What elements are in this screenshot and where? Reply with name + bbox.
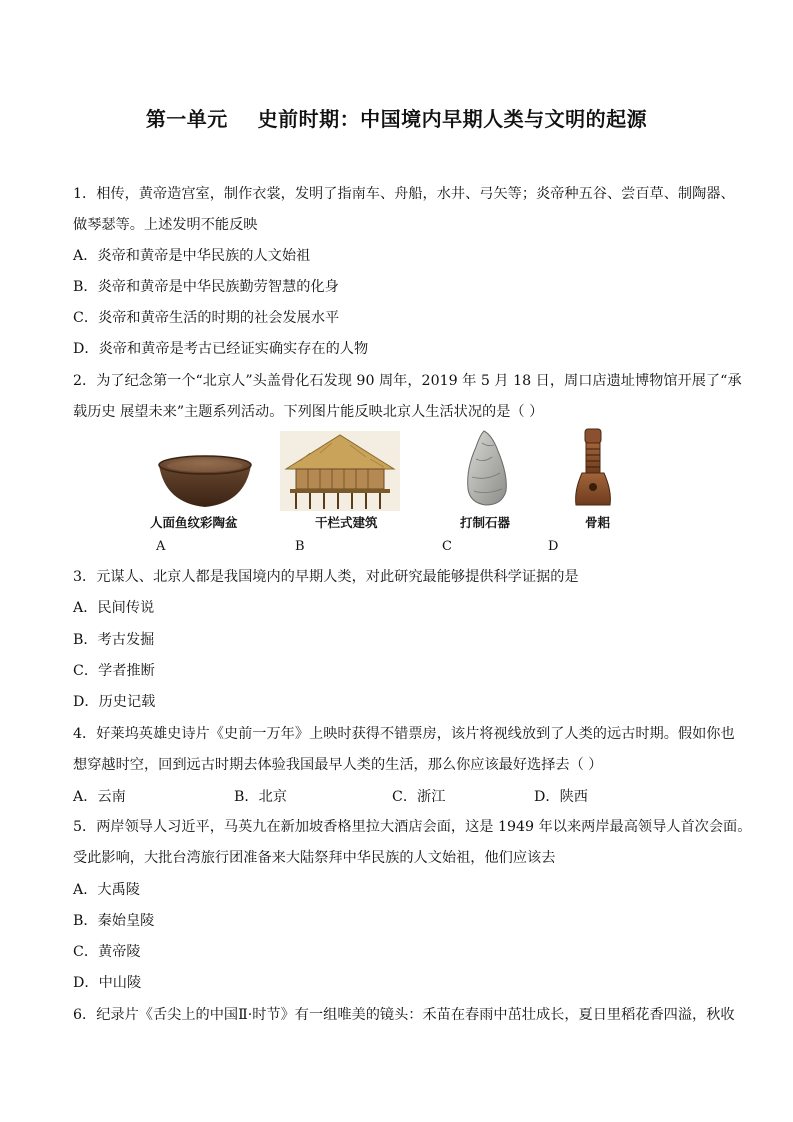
q4-stem-line1: 4．好莱坞英雄史诗片《史前一万年》上映时获得不错票房，该片将视线放到了人类的远古时期。假如你也 (73, 726, 735, 742)
painted-pottery-basin-icon (155, 451, 255, 511)
q1-option-b: B．炎帝和黄帝是中华民族勤劳智慧的化身 (73, 279, 339, 295)
figure-d-letter: D (548, 539, 559, 554)
q5-option-c: C．黄帝陵 (73, 944, 141, 960)
q4-options (73, 786, 723, 806)
bone-spade-icon (572, 427, 614, 509)
figure-a-letter: A (156, 539, 166, 554)
q2-stem-line1: 2．为了纪念第一个“北京人”头盖骨化石发现 90 周年，2019 年 5 月 18 日，周口店遗址博物馆开展了“承 (73, 373, 742, 389)
q3-option-b: B．考古发掘 (73, 632, 155, 648)
figure-b-letter: B (295, 539, 305, 554)
q6-stem-line1: 6．纪录片《舌尖上的中国Ⅱ·时节》有一组唯美的镜头：禾苗在春雨中茁壮成长，夏日里稻花香四溢，秋收 (73, 1007, 735, 1023)
q1-option-a: A．炎帝和黄帝是中华民族的人文始祖 (73, 248, 311, 264)
q4-stem-line2: 想穿越时空，回到远古时期去体验我国最早人类的生活，那么你应该最好选择去（ ） (73, 757, 603, 773)
q5-option-a: A．大禹陵 (73, 882, 140, 898)
q3-stem: 3．元谋人、北京人都是我国境内的早期人类，对此研究最能够提供科学证据的是 (73, 569, 579, 585)
q2-figure-row (140, 425, 640, 555)
q5-stem-line1: 5．两岸领导人习近平，马英九在新加坡香格里拉大酒店会面，这是 1949 年以来两岸最高领导人首次会面。 (73, 819, 752, 835)
figure-c-caption: 打制石器 (460, 515, 511, 530)
figure-a-caption: 人面鱼纹彩陶盆 (150, 515, 238, 530)
q5-option-d: D．中山陵 (73, 975, 142, 991)
q1-stem-line2: 做琴瑟等。上述发明不能反映 (73, 217, 258, 233)
q1-stem-line1: 1．相传，黄帝造宫室，制作衣裳，发明了指南车、舟船，水井、弓矢等；炎帝种五谷、尝百草、制陶器、 (73, 186, 735, 202)
figure-c-letter: C (442, 539, 452, 554)
q5-option-b: B．秦始皇陵 (73, 913, 155, 929)
q1-option-c: C．炎帝和黄帝生活的时期的社会发展水平 (73, 310, 340, 326)
q4-option-c: C．浙江 (392, 789, 446, 805)
q2-stem-line2: 载历史 展望未来”主题系列活动。下列图片能反映北京人生活状况的是（ ） (73, 404, 544, 420)
unit-title: 第一单元 史前时期：中国境内早期人类与文明的起源 (145, 107, 648, 131)
q1-option-d: D．炎帝和黄帝是考古已经证实确实存在的人物 (73, 341, 369, 357)
chipped-stone-tool-icon (462, 429, 512, 507)
q4-option-a: A．云南 (73, 789, 126, 805)
q4-option-d: D．陕西 (534, 789, 588, 805)
q4-option-b: B．北京 (234, 789, 287, 805)
figure-b-caption: 干栏式建筑 (315, 515, 378, 530)
figure-d-caption: 骨耜 (585, 515, 611, 530)
q3-option-a: A．民间传说 (73, 600, 155, 616)
q3-option-d: D．历史记载 (73, 694, 156, 710)
stilt-house-icon (280, 431, 400, 511)
q5-stem-line2: 受此影响，大批台湾旅行团准备来大陆祭拜中华民族的人文始祖，他们应该去 (73, 850, 556, 866)
q3-option-c: C．学者推断 (73, 663, 155, 679)
